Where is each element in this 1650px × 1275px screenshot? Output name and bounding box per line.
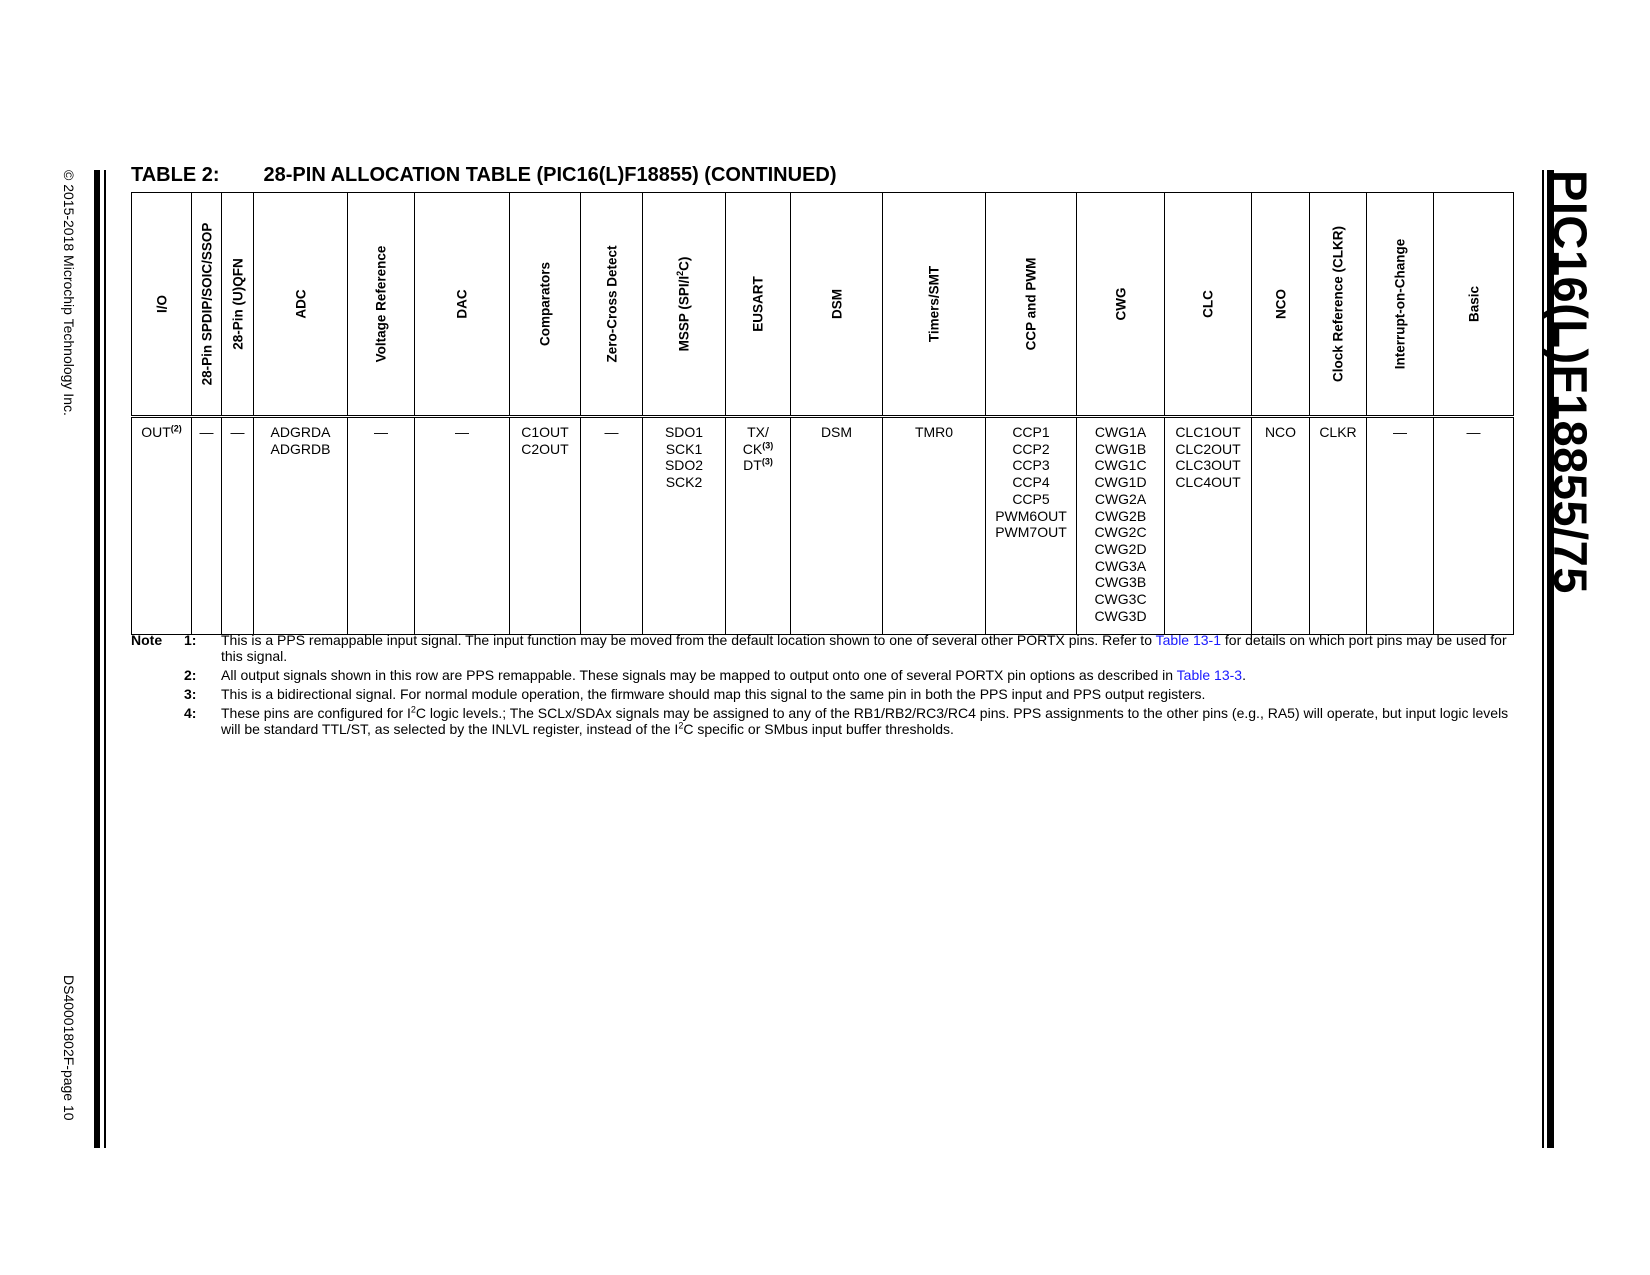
table-header-row: [132, 193, 1514, 417]
left-thin-bar: [104, 170, 106, 1148]
table-13-1-link[interactable]: Table 13-1: [1155, 632, 1222, 648]
cell-ccp: CCP1 CCP2 CCP3 CCP4 CCP5 PWM6OUT PWM7OUT: [986, 417, 1077, 635]
cell-clkr: CLKR: [1310, 417, 1367, 635]
header-comparators: Comparators: [510, 193, 581, 417]
header-ioc: Interrupt-on-Change: [1367, 193, 1434, 417]
copyright-text: © 2015-2018 Microchip Technology Inc.: [61, 170, 77, 416]
header-basic: Basic: [1434, 193, 1514, 417]
cell-ioc: —: [1367, 417, 1434, 635]
cell-timers: TMR0: [883, 417, 986, 635]
cell-dsm: DSM: [791, 417, 883, 635]
header-vref: Voltage Reference: [348, 193, 415, 417]
cell-vref: —: [348, 417, 415, 635]
header-ccp: CCP and PWM: [986, 193, 1077, 417]
header-qfn: 28-Pin (U)QFN: [222, 193, 254, 417]
note-1: Note 1: This is a PPS remappable input signal. The input function may be moved from the default location shown to one of several other PORTX pins. Refer to Table 13-1 for details on which port pins may be used for this signal.: [131, 632, 1507, 664]
header-spdip: 28-Pin SPDIP/SOIC/SSOP: [192, 193, 222, 417]
note-4: 4: These pins are configured for $I^2C$ logic levels.; The SCLx/SDAx signals may be assigned to any of the RB1/RB2/RC3/RC4 pins. PPS assignments to the other pins (e.g., RA5) will operate, but input logic levels will be standard TTL/ST, as selected by the INLVL register, instead of the $I^2C$ specific or SMbus input buffer thresholds.: [184, 704, 1509, 737]
product-title: PIC16(L)F18855/75: [1544, 170, 1597, 594]
header-cwg: CWG: [1077, 193, 1165, 417]
cell-cwg: CWG1A CWG1B CWG1C CWG1D CWG2A CWG2B CWG2C CWG2D CWG3A CWG3B CWG3C CWG3D: [1077, 417, 1165, 635]
pin-allocation-table: [131, 192, 1514, 635]
cell-zcd: —: [581, 417, 643, 635]
header-nco: NCO: [1252, 193, 1310, 417]
left-thick-bar: [94, 170, 100, 1148]
cell-comparators: C1OUT C2OUT: [510, 417, 581, 635]
header-clkr: Clock Reference (CLKR): [1310, 193, 1367, 417]
cell-dac: —: [415, 417, 510, 635]
note-2: 2: All output signals shown in this row are PPS remappable. These signals may be mapped to output onto one of several PORTX pin options as described in Table 13-3.: [184, 667, 1246, 683]
cell-nco: NCO: [1252, 417, 1310, 635]
doc-page-number: DS40001802F-page 10: [61, 975, 77, 1121]
cell-adc: ADGRDA ADGRDB: [254, 417, 348, 635]
cell-io: OUT$^{(2)}$: [132, 417, 192, 635]
cell-mssp: SDO1 SCK1 SDO2 SCK2: [643, 417, 726, 635]
cell-clc: CLC1OUT CLC2OUT CLC3OUT CLC4OUT: [1165, 417, 1252, 635]
table-row: [132, 417, 1514, 635]
header-eusart: EUSART: [726, 193, 791, 417]
table-notes: [131, 632, 1515, 740]
header-io: I/O: [132, 193, 192, 417]
header-adc: ADC: [254, 193, 348, 417]
table-title-text: 28-PIN ALLOCATION TABLE (PIC16(L)F18855) (CONTINUED): [263, 164, 837, 186]
table-label: TABLE 2:: [131, 164, 220, 186]
header-dac: DAC: [415, 193, 510, 417]
header-mssp: MSSP $(SPI/I^2C)$: [643, 193, 726, 417]
table-title: [131, 164, 837, 187]
header-dsm: DSM: [791, 193, 883, 417]
header-timers: Timers/SMT: [883, 193, 986, 417]
cell-basic: —: [1434, 417, 1514, 635]
note-label: Note: [131, 632, 163, 648]
cell-eusart: TX/ CK$^{(3)}$ DT$^{(3)}$: [726, 417, 791, 635]
cell-spdip: —: [192, 417, 222, 635]
note-3: 3: This is a bidirectional signal. For normal module operation, the firmware should map this signal to the same pin in both the PPS input and PPS output registers.: [184, 686, 1206, 702]
header-clc: CLC: [1165, 193, 1252, 417]
header-zcd: Zero-Cross Detect: [581, 193, 643, 417]
cell-qfn: —: [222, 417, 254, 635]
table-13-3-link[interactable]: Table 13-3: [1176, 667, 1243, 683]
